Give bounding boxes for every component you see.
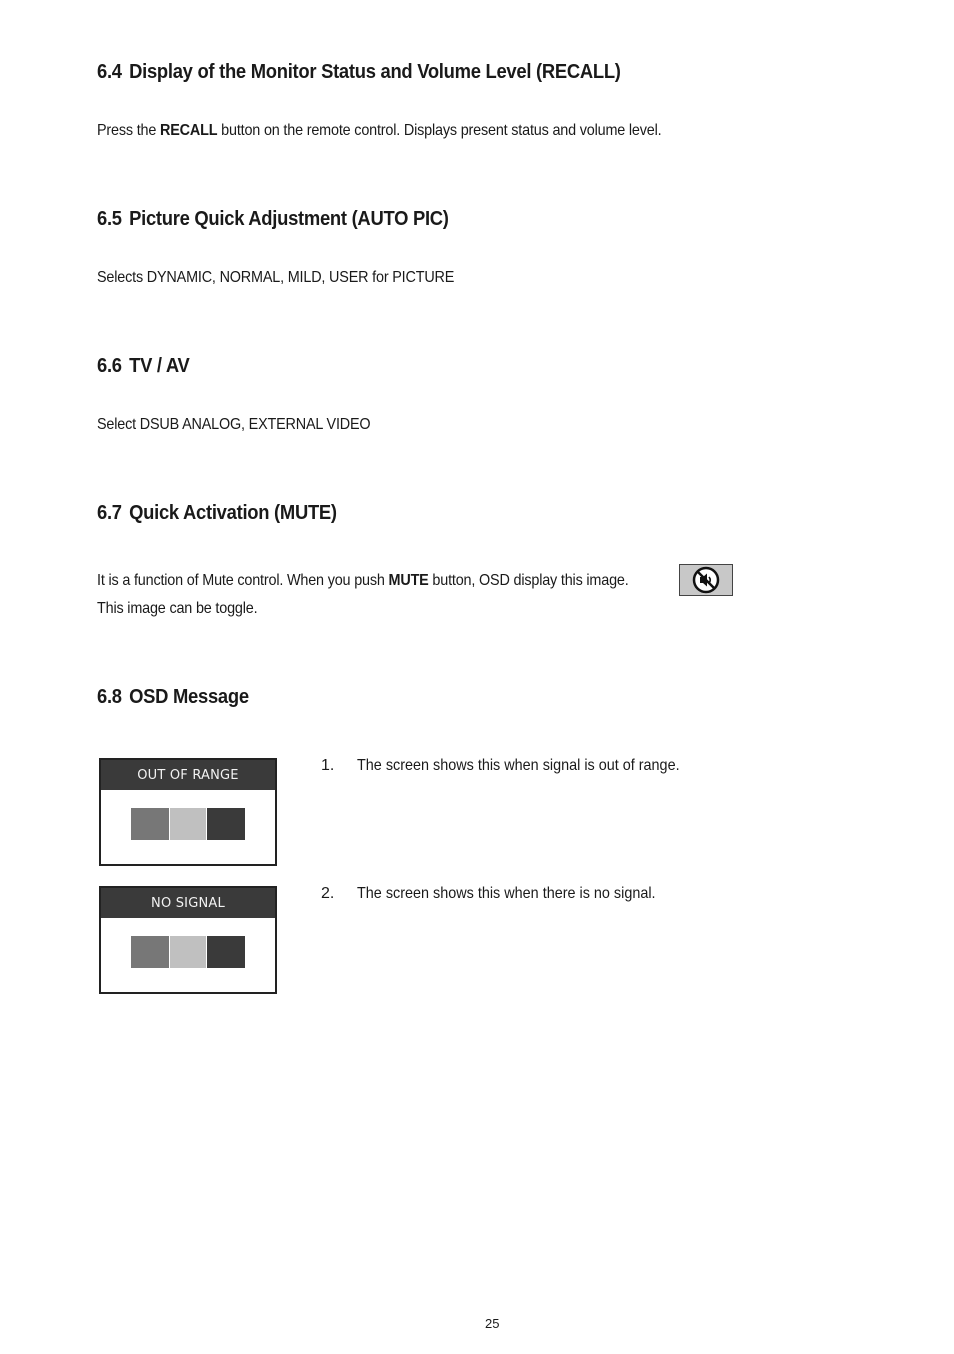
section-title: Display of the Monitor Status and Volume Level (RECALL) (129, 61, 621, 83)
section-number: 6.7 (97, 502, 122, 524)
section-6-8-heading (97, 686, 249, 709)
color-swatches (131, 936, 245, 968)
section-number: 6.5 (97, 208, 122, 230)
section-6-5-heading (97, 208, 449, 231)
swatch-dark-gray (207, 936, 245, 968)
mute-speaker-icon (692, 566, 720, 594)
swatch-light-gray (169, 808, 207, 840)
list-index: 1. (321, 757, 335, 774)
body-text: button on the remote control. Displays present status and volume level. (217, 122, 662, 139)
mute-osd-image (679, 564, 733, 596)
section-title: Picture Quick Adjustment (AUTO PIC) (129, 208, 449, 230)
color-swatches (131, 808, 245, 840)
body-text: Press the (97, 122, 161, 139)
section-6-7-heading (97, 502, 337, 525)
osd-title-bar: OUT OF RANGE (101, 760, 275, 790)
mute-keyword: MUTE (388, 572, 429, 589)
section-6-6-body: Select DSUB ANALOG, EXTERNAL VIDEO (97, 416, 371, 433)
section-6-4-body (97, 122, 661, 140)
section-title: TV / AV (129, 355, 190, 377)
list-item-text: The screen shows this when there is no signal. (357, 885, 656, 902)
swatch-mid-gray (131, 808, 169, 840)
swatch-light-gray (169, 936, 207, 968)
osd-out-of-range-image (99, 758, 277, 866)
swatch-mid-gray (131, 936, 169, 968)
section-title: OSD Message (129, 686, 249, 708)
list-index: 2. (321, 885, 335, 902)
section-6-7-body-line2: This image can be toggle. (97, 600, 258, 617)
section-title: Quick Activation (MUTE) (129, 502, 337, 524)
body-text: It is a function of Mute control. When you push (97, 572, 389, 589)
section-number: 6.8 (97, 686, 122, 708)
section-6-5-body: Selects DYNAMIC, NORMAL, MILD, USER for PICTURE (97, 269, 455, 286)
body-text: button, OSD display this image. (428, 572, 629, 589)
section-number: 6.4 (97, 61, 122, 83)
section-number: 6.6 (97, 355, 122, 377)
section-6-7-body (97, 572, 629, 590)
osd-no-signal-image (99, 886, 277, 994)
page-number: 25 (485, 1316, 500, 1331)
swatch-dark-gray (207, 808, 245, 840)
osd-title-bar: NO SIGNAL (101, 888, 275, 918)
recall-keyword: RECALL (160, 122, 218, 139)
section-6-6-heading (97, 355, 190, 378)
section-6-4-heading (97, 61, 621, 84)
list-item-text: The screen shows this when signal is out of range. (357, 757, 680, 774)
